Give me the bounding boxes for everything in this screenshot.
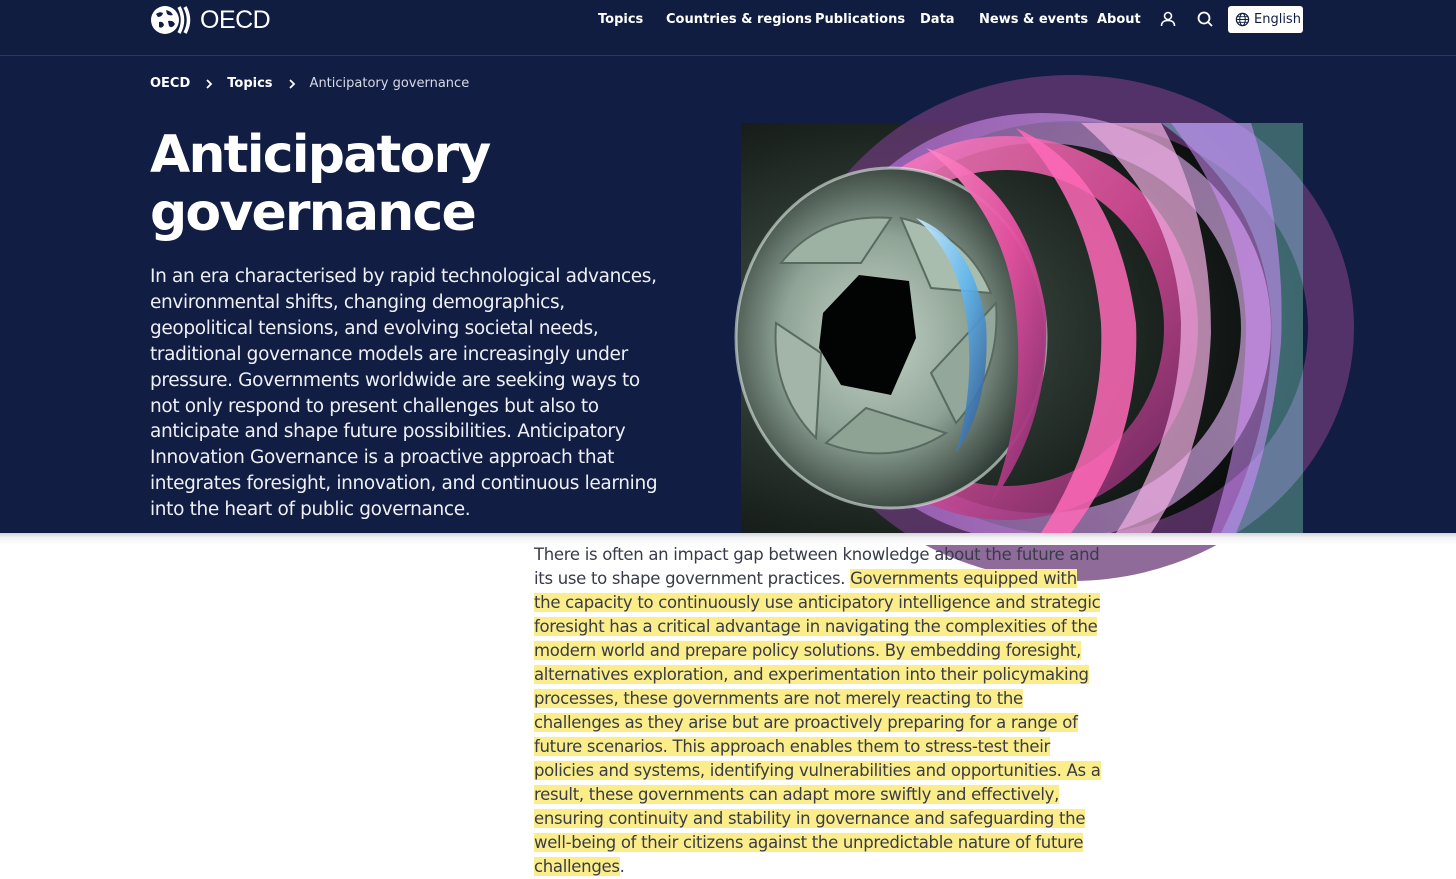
nav-countries-regions[interactable]: Countries & regions	[666, 12, 812, 27]
body-tail-text: .	[619, 857, 625, 876]
language-selector-button[interactable]	[1228, 6, 1303, 33]
chevron-right-icon	[205, 79, 213, 89]
language-label: English	[1254, 11, 1301, 27]
body-plain-text: There is often an impact gap between knowledge about the future and its use to shape government practices.	[534, 545, 1100, 588]
nav-news-events[interactable]: News & events	[979, 12, 1089, 27]
breadcrumb	[150, 74, 469, 94]
breadcrumb-topics[interactable]: Topics	[227, 76, 273, 91]
intro-paragraph: In an era characterised by rapid technological advances, environmental shifts, changing demographics, geopolitical tensions, and evolving societal needs, traditional governance models are increasingly under pressure. Governments worldwide are seeking ways to not only respond to present challenges but also to anticipate and shape future possibilities. Anticipatory Innovation Governance is a proactive approach that integrates foresight, innovation, and continuous learning into the heart of public governance.	[150, 266, 658, 521]
site-header	[0, 0, 1456, 56]
camera-lens-aperture-image	[741, 123, 1303, 533]
oecd-globe-icon	[150, 4, 198, 36]
body-paragraph	[534, 543, 1104, 879]
breadcrumb-oecd[interactable]: OECD	[150, 76, 191, 91]
page-title	[150, 126, 610, 242]
chevron-right-icon	[288, 79, 296, 89]
oecd-logo[interactable]	[150, 4, 270, 36]
logo-text: OECD	[200, 6, 271, 34]
page-title-line-2: governance	[150, 183, 475, 243]
nav-data[interactable]: Data	[920, 12, 955, 27]
globe-icon	[1235, 12, 1250, 27]
user-icon[interactable]	[1159, 10, 1177, 28]
hero-section	[0, 56, 1456, 533]
nav-publications[interactable]: Publications	[815, 12, 906, 27]
search-icon[interactable]	[1196, 10, 1214, 28]
nav-about[interactable]: About	[1097, 12, 1141, 27]
highlighted-text: Governments equipped with the capacity to continuously use anticipatory intelligence and strategic foresight has a critical advantage in navigating the complexities of the modern world and prepare policy solutions. By embedding foresight, alternatives exploration, and experimentation into their policymaking processes, these governments are not merely reacting to the challenges as they arise but are proactively preparing for a range of future scenarios. This approach enables them to stress-test their policies and systems, identifying vulnerabilities and opportunities. As a result, these governments can adapt more swiftly and effectively, ensuring continuity and stability in governance and safeguarding the well-being of their citizens against the unpredictable nature of future challenges	[534, 569, 1101, 876]
page-title-line-1: Anticipatory	[150, 125, 490, 185]
breadcrumb-current: Anticipatory governance	[309, 76, 470, 91]
nav-topics[interactable]: Topics	[598, 12, 644, 27]
